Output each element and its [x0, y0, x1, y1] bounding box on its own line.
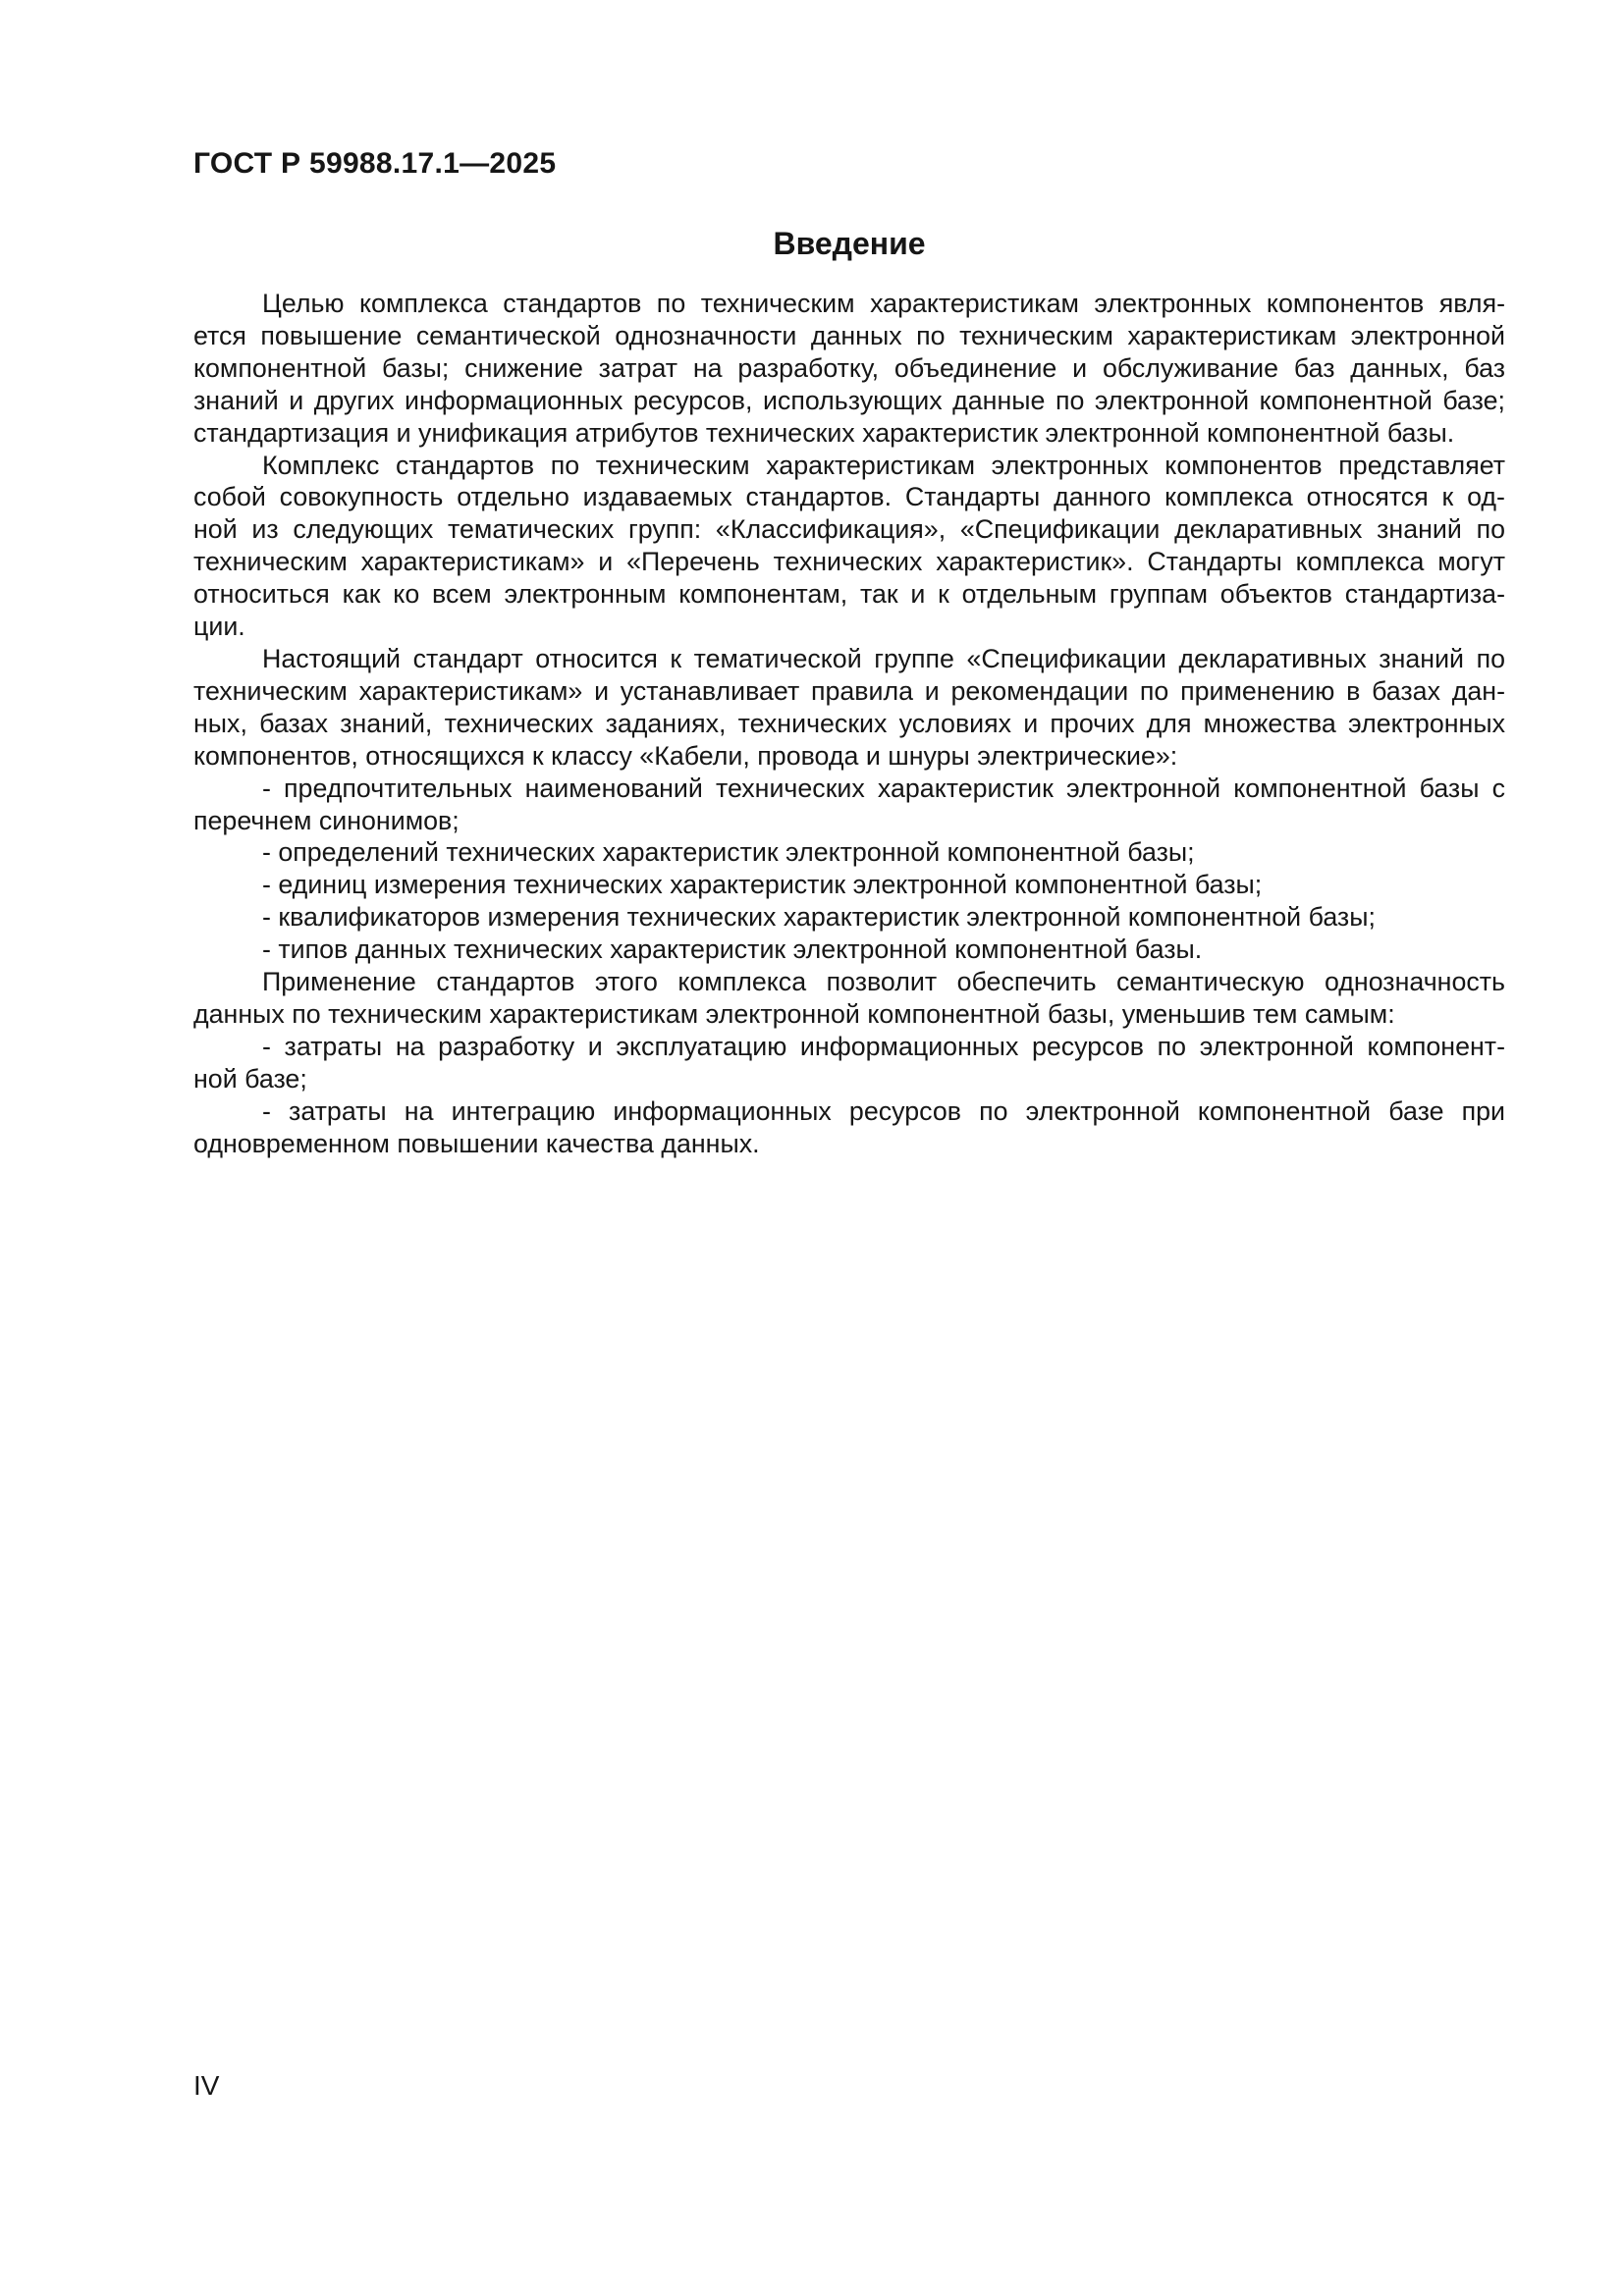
text-line: - типов данных технических характеристик электронной компонентной базы. [262, 934, 1203, 965]
text-line: собой совокупность отдельно издаваемых стандартов. Стандарты данного комплекса относятся к од- [193, 482, 1505, 512]
text-line: стандартизация и унификация атрибутов технических характеристик электронной компонентной базы. [193, 417, 1455, 448]
text-line: относиться как ко всем электронным компонентам, так и к отдельным группам объектов стандартиза- [193, 579, 1505, 610]
text-line: Целью комплекса стандартов по техническим характеристикам электронных компонентов явля- [262, 289, 1505, 318]
text-line: компонентов, относящихся к классу «Кабели, провода и шнуры электрические»: [193, 740, 1178, 771]
text-line: знаний и других информационных ресурсов, использующих данные по электронной компонентной базе; [193, 385, 1505, 415]
text-line: одновременном повышении качества данных. [193, 1128, 760, 1158]
text-line: - квалификаторов измерения технических характеристик электронной компонентной базы; [262, 902, 1376, 933]
document-body [193, 288, 1505, 1159]
text-line: ной базе; [193, 1063, 307, 1094]
standard-code: ГОСТ Р 59988.17.1—2025 [193, 147, 557, 180]
text-line: ции. [193, 612, 245, 642]
text-line: перечнем синонимов; [193, 805, 460, 835]
page-title: Введение [773, 226, 926, 261]
text-line: данных по техническим характеристикам электронной компонентной базы, уменьшив тем самым: [193, 998, 1395, 1029]
text-line: Комплекс стандартов по техническим характеристикам электронных компонентов представляет [262, 450, 1505, 480]
text-line: Применение стандартов этого комплекса позволит обеспечить семантическую однозначность [262, 967, 1505, 997]
text-line: ных, базах знаний, технических заданиях, технических условиях и прочих для множества электронных [193, 708, 1505, 738]
text-line: - затраты на разработку и эксплуатацию информационных ресурсов по электронной компонент- [262, 1031, 1505, 1061]
text-line: - предпочтительных наименований технических характеристик электронной компонентной базы с [262, 773, 1505, 803]
text-line: техническим характеристикам» и «Перечень технических характеристик». Стандарты комплекса могут [193, 547, 1505, 577]
text-line: Настоящий стандарт относится к тематической группе «Спецификации декларативных знаний по [262, 643, 1505, 673]
text-line: компонентной базы; снижение затрат на разработку, объединение и обслуживание баз данных, баз [193, 352, 1505, 383]
text-line: - единиц измерения технических характеристик электронной компонентной базы; [262, 870, 1263, 900]
text-line: ется повышение семантической однозначности данных по техническим характеристикам электронной [193, 320, 1505, 350]
text-line: - затраты на интеграцию информационных ресурсов по электронной компонентной базе при [262, 1095, 1505, 1126]
page-number: IV [193, 2070, 220, 2101]
text-line: техническим характеристикам» и устанавливает правила и рекомендации по применению в базах дан- [193, 675, 1505, 706]
text-line: ной из следующих тематических групп: «Классификация», «Спецификации декларативных знаний по [193, 514, 1505, 545]
text-line: - определений технических характеристик электронной компонентной базы; [262, 837, 1195, 868]
